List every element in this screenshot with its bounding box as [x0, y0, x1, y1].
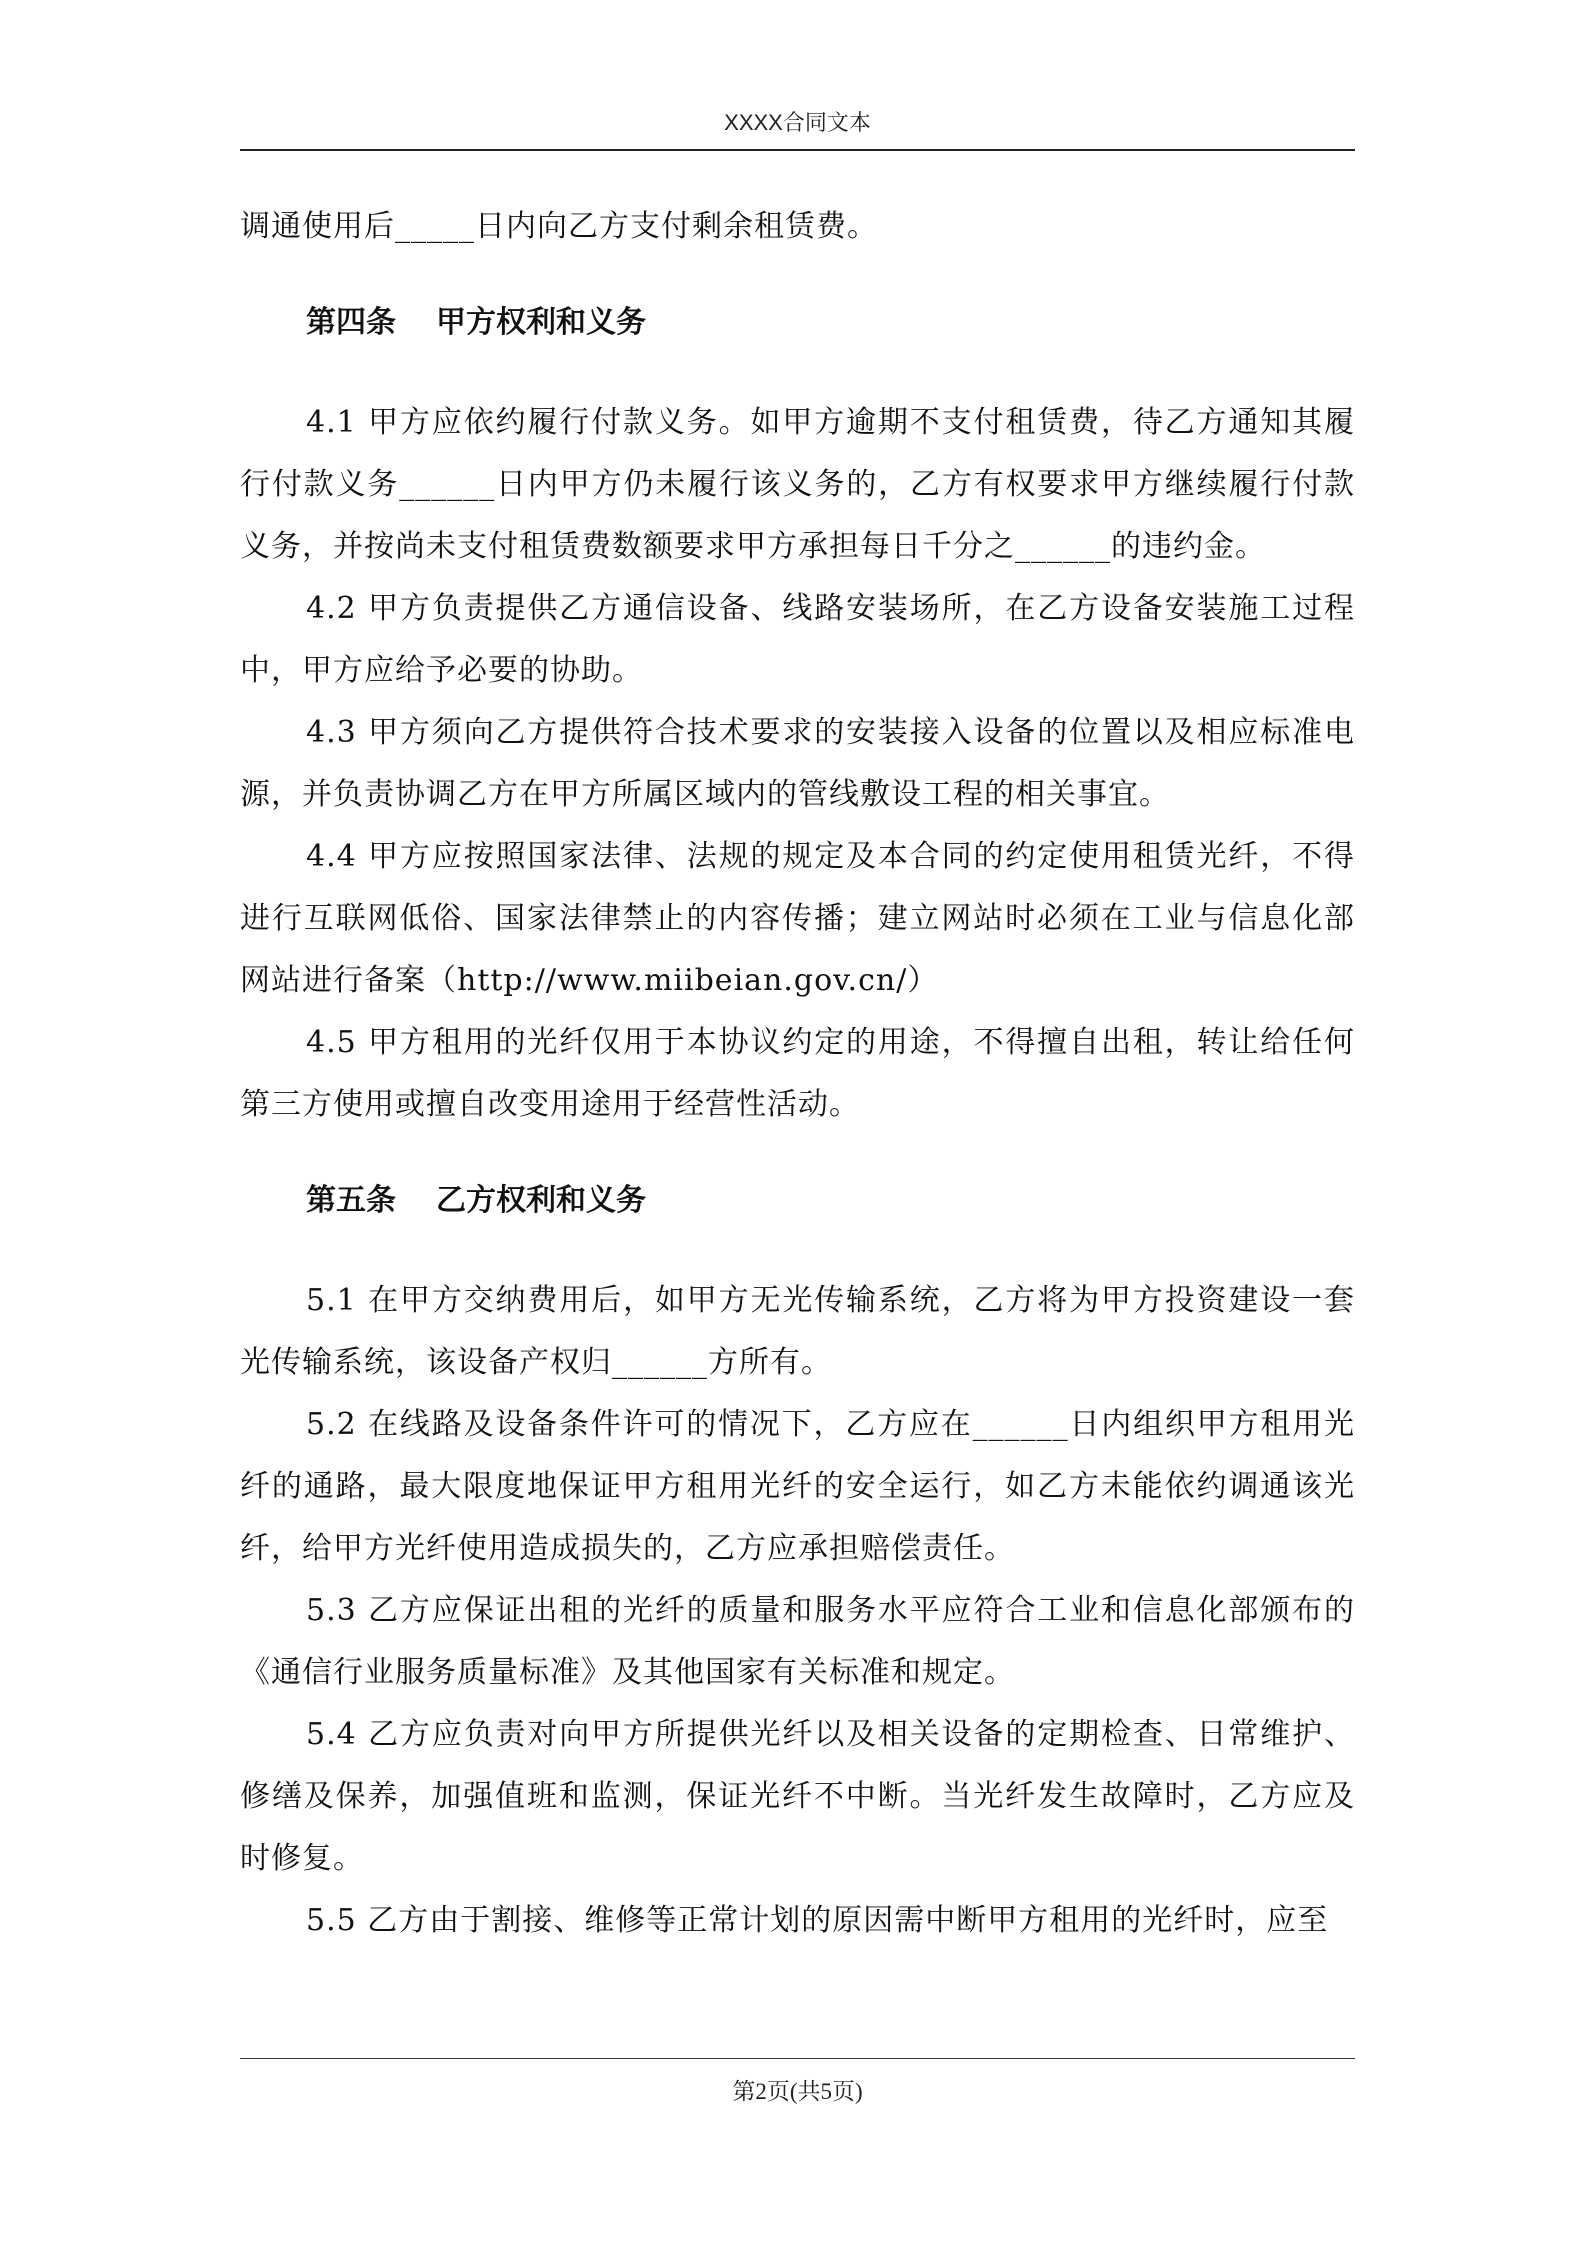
article-4-heading	[240, 292, 1355, 354]
article-5-title: 乙方权利和义务	[436, 1183, 646, 1218]
clause-4-1: 4.1 甲方应依约履行付款义务。如甲方逾期不支付租赁费，待乙方通知其履行付款义务______日内甲方仍未履行该义务的，乙方有权要求甲方继续履行付款义务，并按尚未支付租赁费数额要求甲方承担每日千分之______的违约金。	[240, 405, 1355, 564]
clause-4-5: 4.5 甲方租用的光纤仅用于本协议约定的用途，不得擅自出租，转让给任何第三方使用或擅自改变用途用于经营性活动。	[240, 1025, 1355, 1122]
clause-5-1: 5.1 在甲方交纳费用后，如甲方无光传输系统，乙方将为甲方投资建设一套光传输系统，该设备产权归______方所有。	[240, 1283, 1355, 1380]
clause-5-2: 5.2 在线路及设备条件许可的情况下，乙方应在______日内组织甲方租用光纤的通路，最大限度地保证甲方租用光纤的安全运行，如乙方未能依约调通该光纤，给甲方光纤使用造成损失的，乙方应承担赔偿责任。	[240, 1407, 1355, 1566]
page-header	[240, 105, 1355, 151]
article-4-title: 甲方权利和义务	[436, 305, 646, 340]
clause-4-4: 4.4 甲方应按照国家法律、法规的规定及本合同的约定使用租赁光纤，不得进行互联网低俗、国家法律禁止的内容传播；建立网站时必须在工业与信息化部网站进行备案（http://www.miibeian.gov.cn/）	[240, 839, 1355, 998]
article-5-number: 第五条	[306, 1183, 396, 1218]
clause-4-3: 4.3 甲方须向乙方提供符合技术要求的安装接入设备的位置以及相应标准电源，并负责协调乙方在甲方所属区域内的管线敷设工程的相关事宜。	[240, 715, 1355, 812]
page-number: 第2页(共5页)	[732, 2079, 863, 2104]
footer-divider	[240, 2058, 1355, 2059]
article-5-heading	[240, 1170, 1355, 1232]
article-4-number: 第四条	[306, 305, 396, 340]
header-title: XXXX合同文本	[724, 110, 871, 135]
clause-4-2: 4.2 甲方负责提供乙方通信设备、线路安装场所，在乙方设备安装施工过程中，甲方应给予必要的协助。	[240, 591, 1355, 688]
clause-5-3: 5.3 乙方应保证出租的光纤的质量和服务水平应符合工业和信息化部颁布的《通信行业服务质量标准》及其他国家有关标准和规定。	[240, 1593, 1355, 1690]
clause-5-4: 5.4 乙方应负责对向甲方所提供光纤以及相关设备的定期检查、日常维护、修缮及保养，加强值班和监测，保证光纤不中断。当光纤发生故障时，乙方应及时修复。	[240, 1717, 1355, 1876]
document-body	[240, 196, 1355, 1952]
clause-5-5: 5.5 乙方由于割接、维修等正常计划的原因需中断甲方租用的光纤时，应至	[306, 1903, 1329, 1938]
continued-paragraph: 调通使用后_____日内向乙方支付剩余租赁费。	[240, 209, 878, 244]
